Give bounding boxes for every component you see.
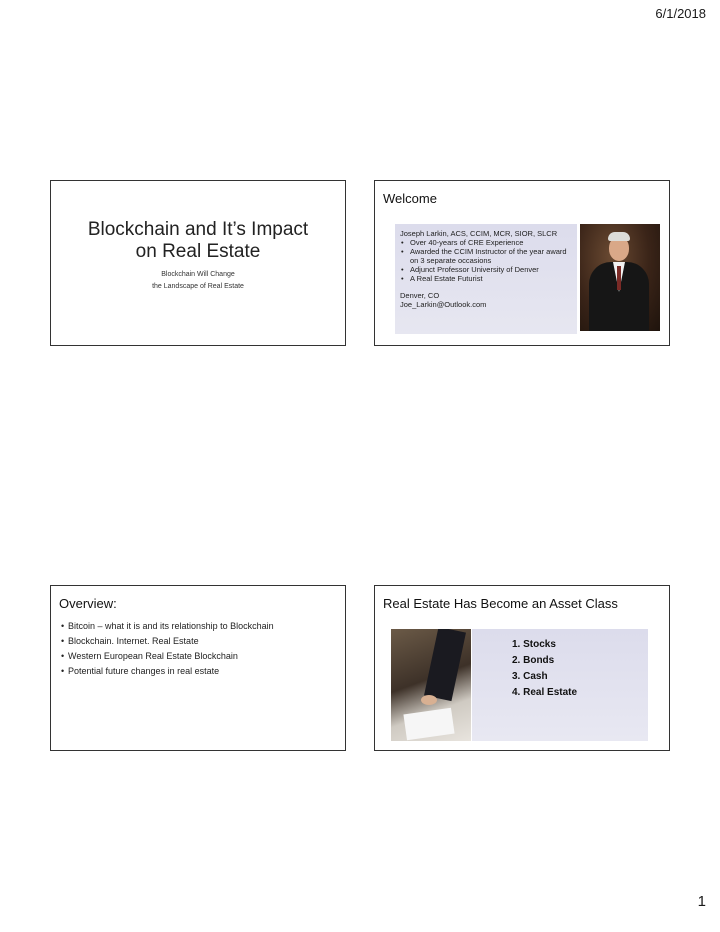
- subtitle-line-1: Blockchain Will Change: [161, 271, 235, 278]
- slide-overview: [50, 585, 346, 751]
- asset-class-item: 2. Bonds: [512, 655, 555, 666]
- overview-item: • Potential future changes in real estate: [61, 664, 274, 679]
- asset-class-list: [512, 637, 577, 701]
- title-line-2: on Real Estate: [135, 241, 261, 262]
- bio-item: • Adjunct Professor University of Denver: [400, 265, 572, 274]
- speaker-location: Denver, CO: [400, 291, 440, 300]
- speaker-name: Joseph Larkin, ACS, CCIM, MCR, SIOR, SLCR: [400, 229, 558, 238]
- page-number: 1: [697, 893, 706, 910]
- asset-class-heading: Real Estate Has Become an Asset Class: [383, 596, 618, 611]
- bio-item: • Over 40-years of CRE Experience: [400, 238, 572, 247]
- speaker-email: Joe_Larkin@Outlook.com: [400, 300, 487, 309]
- slide-subtitle: [51, 269, 345, 293]
- bio-list: [400, 238, 572, 283]
- title-line-1: Blockchain and It’s Impact: [87, 219, 309, 240]
- asset-class-box: [472, 629, 648, 741]
- speaker-photo: [580, 224, 660, 331]
- handshake-photo: [391, 629, 471, 741]
- welcome-heading: Welcome: [383, 191, 437, 206]
- asset-class-item: 4. Real Estate: [512, 687, 578, 698]
- page-date: 6/1/2018: [655, 6, 706, 21]
- bio-box: [395, 224, 577, 334]
- slide-title: [50, 180, 346, 346]
- slide-welcome: [374, 180, 670, 346]
- overview-list: [61, 619, 274, 679]
- bio-item: • Awarded the CCIM Instructor of the year award on 3 separate occasions: [400, 247, 572, 265]
- overview-item: • Blockchain. Internet. Real Estate: [61, 634, 274, 649]
- slide-asset-class: [374, 585, 670, 751]
- bio-item: • A Real Estate Futurist: [400, 274, 572, 283]
- asset-class-item: 1. Stocks: [512, 639, 556, 650]
- slide-title-heading: [51, 219, 345, 263]
- asset-class-item: 3. Cash: [512, 671, 548, 682]
- overview-item: • Bitcoin – what it is and its relationship to Blockchain: [61, 619, 274, 634]
- subtitle-line-2: the Landscape of Real Estate: [152, 283, 244, 290]
- overview-item: • Western European Real Estate Blockchain: [61, 649, 274, 664]
- overview-heading: Overview:: [59, 596, 117, 611]
